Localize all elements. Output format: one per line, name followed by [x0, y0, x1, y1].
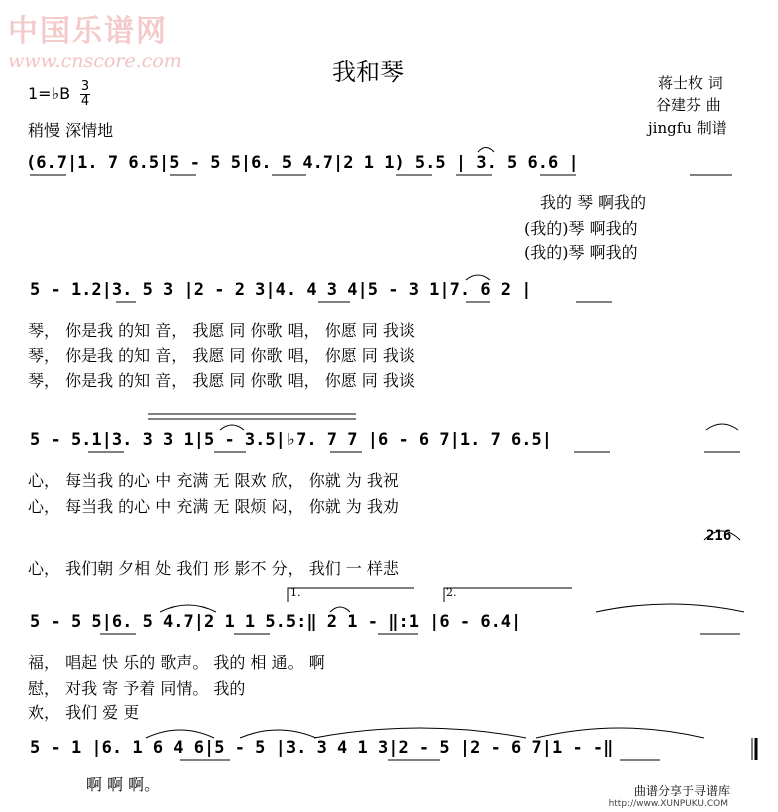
- lyric-line-3-3: 心， 我们朝 夕相 处 我们 形 影不 分， 我们 一 样悲: [28, 559, 399, 578]
- footer-site-label: 曲谱分享于寻谱库: [633, 784, 730, 798]
- notation-line-4: 5 - 5 5|6. 5 4.7|2 1 1 5.5:‖ 2 1 - ‖:1 |6 - 6.4|: [30, 612, 522, 632]
- watermark-url: www.cnscore.com: [8, 50, 182, 72]
- notation-line-1: (6.7|1. 7 6.5|5 - 5 5|6. 5 4.7|2 1 1) 5.5 | 3. 5 6.6 |: [26, 153, 579, 173]
- notation-line-3: 5 - 5.1|3. 3 3 1|5 - 3.5|♭7. 7 7 |6 - 6 7|1. 7 6.5|: [30, 430, 552, 450]
- volta-2-label: 2.: [446, 586, 457, 599]
- song-title: 我和琴: [332, 58, 404, 86]
- ornament-bracket: [704, 531, 740, 540]
- slur: [330, 607, 350, 612]
- lyricist-credit: 蒋士枚 词: [658, 74, 723, 92]
- lyric-line-1-1: 我的 琴 啊我的: [540, 193, 647, 212]
- volta-2-bracket: [444, 588, 572, 602]
- lyric-line-4-2: 慰， 对我 寄 予着 同情。 我的: [28, 679, 246, 698]
- watermark-site-name: 中国乐谱网: [8, 14, 168, 49]
- lyric-line-1-2: (我的)琴 啊我的: [524, 219, 638, 238]
- slur: [596, 604, 744, 612]
- ornament-triplet: 216: [706, 528, 732, 544]
- lyric-line-2-1: 琴， 你是我 的知 音， 我愿 同 你歌 唱， 你愿 同 我谈: [28, 321, 415, 340]
- transcriber-credit: jingfu 制谱: [648, 119, 727, 137]
- lyric-line-3-1: 心， 每当我 的心 中 充满 无 限欢 欣， 你就 为 我祝: [28, 471, 399, 490]
- slur: [536, 728, 704, 738]
- time-signature-bottom: 4: [80, 94, 90, 109]
- lyric-line-2-2: 琴， 你是我 的知 音， 我愿 同 你歌 唱， 你愿 同 我谈: [28, 346, 415, 365]
- slur: [478, 148, 494, 153]
- slur: [314, 728, 526, 738]
- lyric-line-2-3: 琴， 你是我 的知 音， 我愿 同 你歌 唱， 你愿 同 我谈: [28, 371, 415, 390]
- lyric-line-4-3: 欢， 我们 爱 更: [28, 703, 140, 722]
- slur: [146, 730, 214, 738]
- tempo-marking: 稍慢 深情地: [28, 121, 114, 140]
- slur: [466, 275, 490, 280]
- lyric-line-3-2: 心， 每当我 的心 中 充满 无 限烦 闷， 你就 为 我劝: [28, 497, 399, 516]
- volta-1-label: 1.: [290, 586, 301, 599]
- volta-1-bracket: [288, 588, 414, 602]
- slur: [706, 424, 738, 430]
- slur: [240, 730, 316, 738]
- lyric-line-5-1: 啊 啊 啊。: [86, 775, 161, 794]
- key-signature: 1=♭B: [28, 84, 71, 103]
- lyric-line-1-3: (我的)琴 啊我的: [524, 243, 638, 262]
- composer-credit: 谷建芬 曲: [656, 96, 721, 114]
- notation-line-2: 5 - 1.2|3. 5 3 |2 - 2 3|4. 4 3 4|5 - 3 1|7. 6 2 |: [30, 280, 532, 300]
- slur: [160, 605, 216, 612]
- footer-url[interactable]: http://www.XUNPUKU.COM: [608, 799, 728, 809]
- time-signature-top: 3: [80, 79, 90, 94]
- notation-line-5: 5 - 1 |6. 1 6 4 6|5 - 5 |3. 3 4 1 3|2 - 5 |2 - 6 7|1 - -‖: [30, 738, 614, 758]
- slur: [220, 425, 244, 430]
- lyric-line-4-1: 福， 唱起 快 乐的 歌声。 我的 相 通。 啊: [28, 653, 325, 672]
